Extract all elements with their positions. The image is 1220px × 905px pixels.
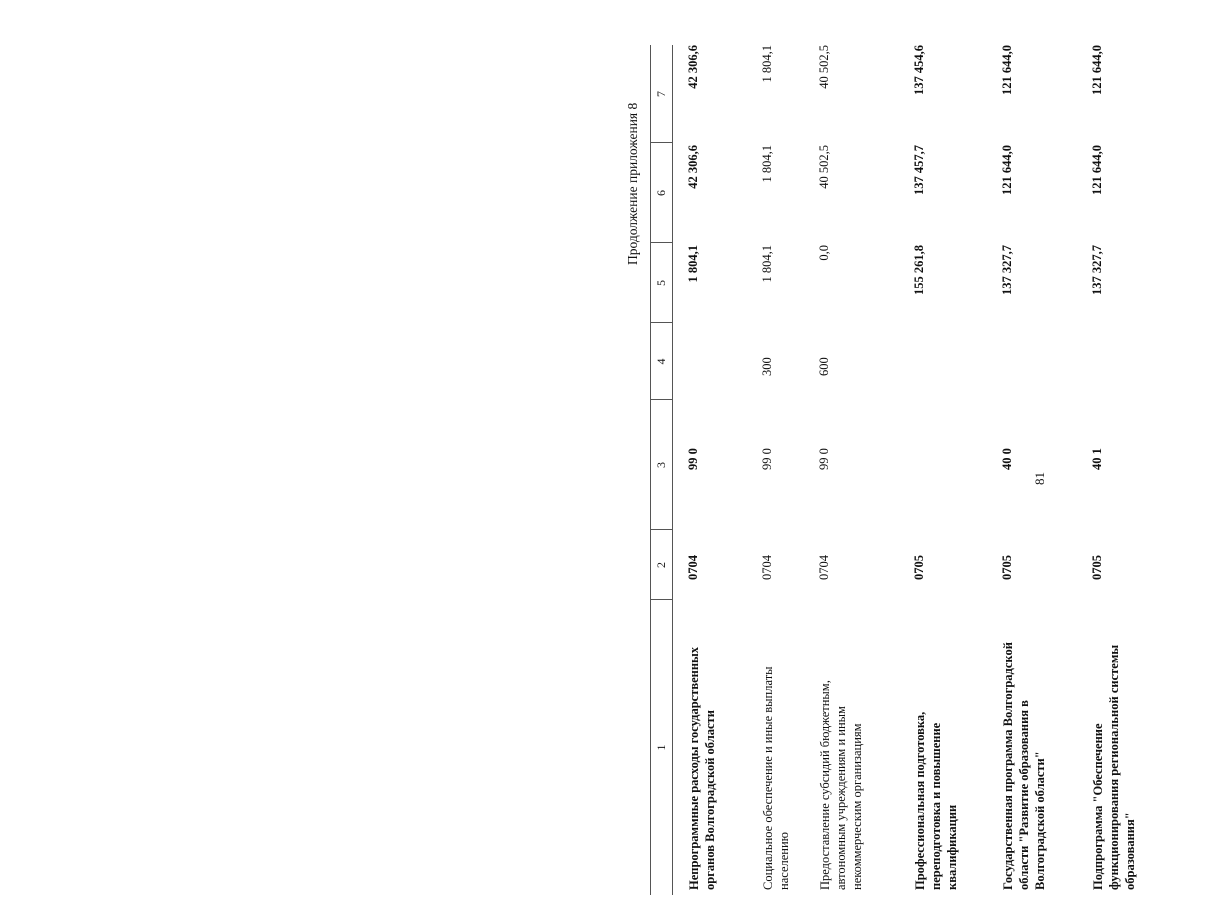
row-cell-4: 600 (817, 357, 831, 376)
continuation-title: Продолжение приложения 8 (625, 102, 640, 265)
header-bottom-border (672, 45, 673, 895)
row-label: Социальное обеспечение и иные выплаты населению (761, 666, 791, 890)
row-label: Подпрограмма "Обеспечение функционирования региональной системы образования" (1091, 644, 1137, 890)
row-cell-7: 121 644,0 (1090, 45, 1104, 95)
row-cell-2: 0704 (686, 555, 700, 580)
row-cell-3: 99 0 (686, 448, 700, 470)
header-cell: 3 (654, 462, 668, 468)
rotated-table-frame (620, 35, 1220, 895)
row-cell-5: 1 804,1 (686, 245, 700, 283)
row-cell-2: 0705 (1000, 555, 1014, 580)
row-cell-6: 137 457,7 (912, 145, 926, 195)
row-cell-2: 0704 (760, 555, 774, 580)
header-cell: 2 (654, 562, 668, 568)
row-cell-3: 40 1 (1090, 448, 1104, 470)
row-cell-6: 40 502,5 (817, 145, 831, 189)
row-cell-3: 40 0 (1000, 448, 1014, 470)
row-label: Предоставление субсидий бюджетным, автономным учреждениям и иным некоммерческим организациям (818, 680, 864, 890)
row-cell-4: 300 (760, 357, 774, 376)
page-number: 81 (1032, 472, 1047, 485)
row-cell-5: 0,0 (817, 245, 831, 261)
row-cell-7: 137 454,6 (912, 45, 926, 95)
row-cell-6: 42 306,6 (686, 145, 700, 189)
header-top-border (650, 45, 651, 895)
row-cell-7: 40 502,5 (817, 45, 831, 89)
row-cell-5: 1 804,1 (760, 245, 774, 283)
header-cell: 5 (654, 280, 668, 286)
row-label: Непрограммные расходы государственных органов Волгоградской области (687, 646, 717, 890)
row-cell-3: 99 0 (817, 448, 831, 470)
header-cell: 4 (654, 358, 668, 365)
row-cell-7: 1 804,1 (760, 45, 774, 83)
row-cell-2: 0705 (1090, 555, 1104, 580)
row-cell-2: 0704 (817, 555, 831, 580)
row-cell-7: 42 306,6 (686, 45, 700, 89)
header-cell: 6 (654, 190, 668, 196)
row-cell-6: 121 644,0 (1000, 145, 1014, 195)
row-cell-5: 137 327,7 (1000, 245, 1014, 295)
row-cell-7: 121 644,0 (1000, 45, 1014, 95)
row-cell-6: 121 644,0 (1090, 145, 1104, 195)
row-cell-5: 137 327,7 (1090, 245, 1104, 295)
row-cell-2: 0705 (912, 555, 926, 580)
row-cell-5: 155 261,8 (912, 245, 926, 295)
row-cell-3: 99 0 (760, 448, 774, 470)
row-label: Государственная программа Волгоградской области "Развитие образования в Волгоградской области" (1001, 642, 1047, 890)
row-cell-6: 1 804,1 (760, 145, 774, 183)
row-label: Профессиональная подготовка, переподготовка и повышение квалификации (913, 711, 959, 890)
header-cell: 1 (654, 744, 668, 751)
header-cell: 7 (654, 91, 668, 97)
